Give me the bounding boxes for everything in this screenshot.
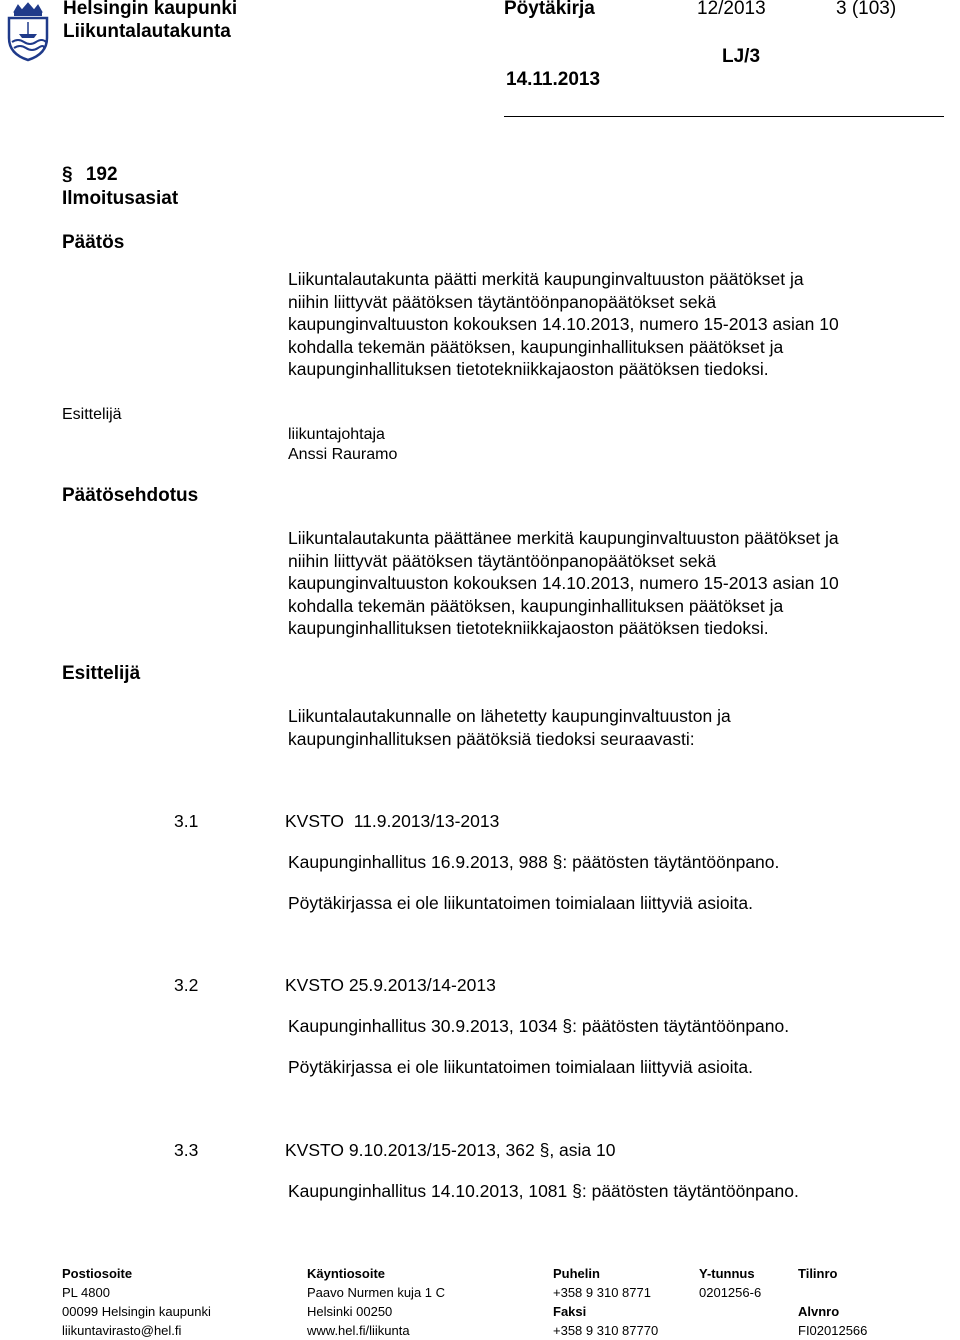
- text-line: Liikuntalautakunnalle on lähetetty kaupunginvaltuuston ja: [288, 706, 731, 726]
- presenter-label: Esittelijä: [62, 406, 122, 423]
- footer-website[interactable]: www.hel.fi/liikunta: [307, 1323, 410, 1338]
- item-line: Kaupunginhallitus 14.10.2013, 1081 §: päätösten täytäntöönpano.: [288, 1181, 799, 1201]
- presenter-label-2: Esittelijä: [62, 663, 141, 684]
- proposal-text: [288, 527, 953, 640]
- footer-email[interactable]: liikuntavirasto@hel.fi: [62, 1323, 182, 1338]
- text-line: niihin liittyvät päätöksen täytäntöönpanopäätökset sekä: [288, 550, 717, 571]
- decision-label: Päätös: [62, 232, 125, 253]
- text-line: Liikuntalautakunta päätti merkitä kaupunginvaltuuston päätökset ja: [288, 269, 804, 289]
- footer-label: Postiosoite: [62, 1266, 133, 1281]
- organization-name: Helsingin kaupunki: [63, 0, 238, 19]
- footer-value: Paavo Nurmen kuja 1 C: [307, 1285, 446, 1300]
- footer-postal: [62, 1264, 211, 1340]
- text-line: kaupunginhallituksen tietotekniikkajaoston päätöksen tiedoksi.: [288, 359, 769, 380]
- intro-text: [288, 705, 953, 750]
- item-line: Kaupunginhallitus 30.9.2013, 1034 §: päätösten täytäntöönpano.: [288, 1016, 790, 1036]
- footer-account: [798, 1264, 867, 1340]
- presenter-name: Anssi Rauramo: [288, 446, 398, 463]
- item-number: 3.2: [174, 975, 199, 995]
- board-name: Liikuntalautakunta: [63, 21, 231, 42]
- helsinki-crest-icon: [6, 2, 50, 62]
- footer-visit: [307, 1264, 445, 1340]
- text-line: kaupunginvaltuuston kokouksen 14.10.2013, numero 15-2013 asian 10: [288, 314, 839, 335]
- text-line: Liikuntalautakunta päättänee merkitä kaupunginvaltuuston päätökset ja: [288, 528, 839, 548]
- item-number: 3.3: [174, 1140, 199, 1160]
- text-line: kohdalla tekemän päätöksen, kaupunginhallituksen päätökset ja: [288, 595, 784, 616]
- item-number: 3.1: [174, 811, 199, 831]
- section-number: 192: [85, 164, 118, 185]
- footer-value: PL 4800: [62, 1285, 110, 1300]
- text-line: kaupunginhallituksen tietotekniikkajaoston päätöksen tiedoksi.: [288, 618, 769, 639]
- footer-value: +358 9 310 87770: [553, 1323, 659, 1338]
- footer-value: FI02012566: [798, 1323, 868, 1338]
- item-heading: KVSTO 9.10.2013/15-2013, 362 §, asia 10: [285, 1140, 616, 1160]
- document-type: Pöytäkirja: [504, 0, 595, 19]
- text-line: kaupunginvaltuuston kokouksen 14.10.2013, numero 15-2013 asian 10: [288, 573, 839, 594]
- section-heading: [62, 164, 118, 186]
- document-date: 14.11.2013: [506, 69, 601, 90]
- footer-label: Faksi: [553, 1304, 587, 1319]
- decision-text: [288, 268, 953, 381]
- item-heading: KVSTO 11.9.2013/13-2013: [285, 811, 500, 831]
- item-line: Pöytäkirjassa ei ole liikuntatoimen toimialaan liittyviä asioita.: [288, 1057, 753, 1077]
- footer-label: Käyntiosoite: [307, 1266, 386, 1281]
- header-rule: [504, 116, 944, 117]
- document-number: 12/2013: [697, 0, 766, 19]
- footer-phone: [553, 1264, 658, 1340]
- footer-label: Tilinro: [798, 1266, 838, 1281]
- item-line: Pöytäkirjassa ei ole liikuntatoimen toimialaan liittyviä asioita.: [288, 893, 753, 913]
- item-heading: KVSTO 25.9.2013/14-2013: [285, 975, 496, 995]
- section-title: Ilmoitusasiat: [62, 188, 179, 209]
- proposal-label: Päätösehdotus: [62, 485, 199, 506]
- text-line: niihin liittyvät päätöksen täytäntöönpanopäätökset sekä: [288, 291, 717, 312]
- footer-value: +358 9 310 8771: [553, 1285, 651, 1300]
- item-line: Kaupunginhallitus 16.9.2013, 988 §: päätösten täytäntöönpano.: [288, 852, 780, 872]
- presenter-title: liikuntajohtaja: [288, 426, 385, 443]
- section-marker: §: [62, 164, 73, 185]
- text-line: kohdalla tekemän päätöksen, kaupunginhallituksen päätökset ja: [288, 336, 784, 357]
- footer-value: 00099 Helsingin kaupunki: [62, 1304, 211, 1319]
- footer-label: Alvnro: [798, 1304, 840, 1319]
- footer-ytunnus: [699, 1264, 761, 1302]
- footer-label: Y-tunnus: [699, 1266, 755, 1281]
- footer-value: 0201256-6: [699, 1285, 762, 1300]
- page-number: 3 (103): [836, 0, 897, 19]
- document-code: LJ/3: [722, 46, 761, 67]
- footer-label: Puhelin: [553, 1266, 600, 1281]
- footer-value: Helsinki 00250: [307, 1304, 393, 1319]
- text-line: kaupunginhallituksen päätöksiä tiedoksi seuraavasti:: [288, 728, 695, 749]
